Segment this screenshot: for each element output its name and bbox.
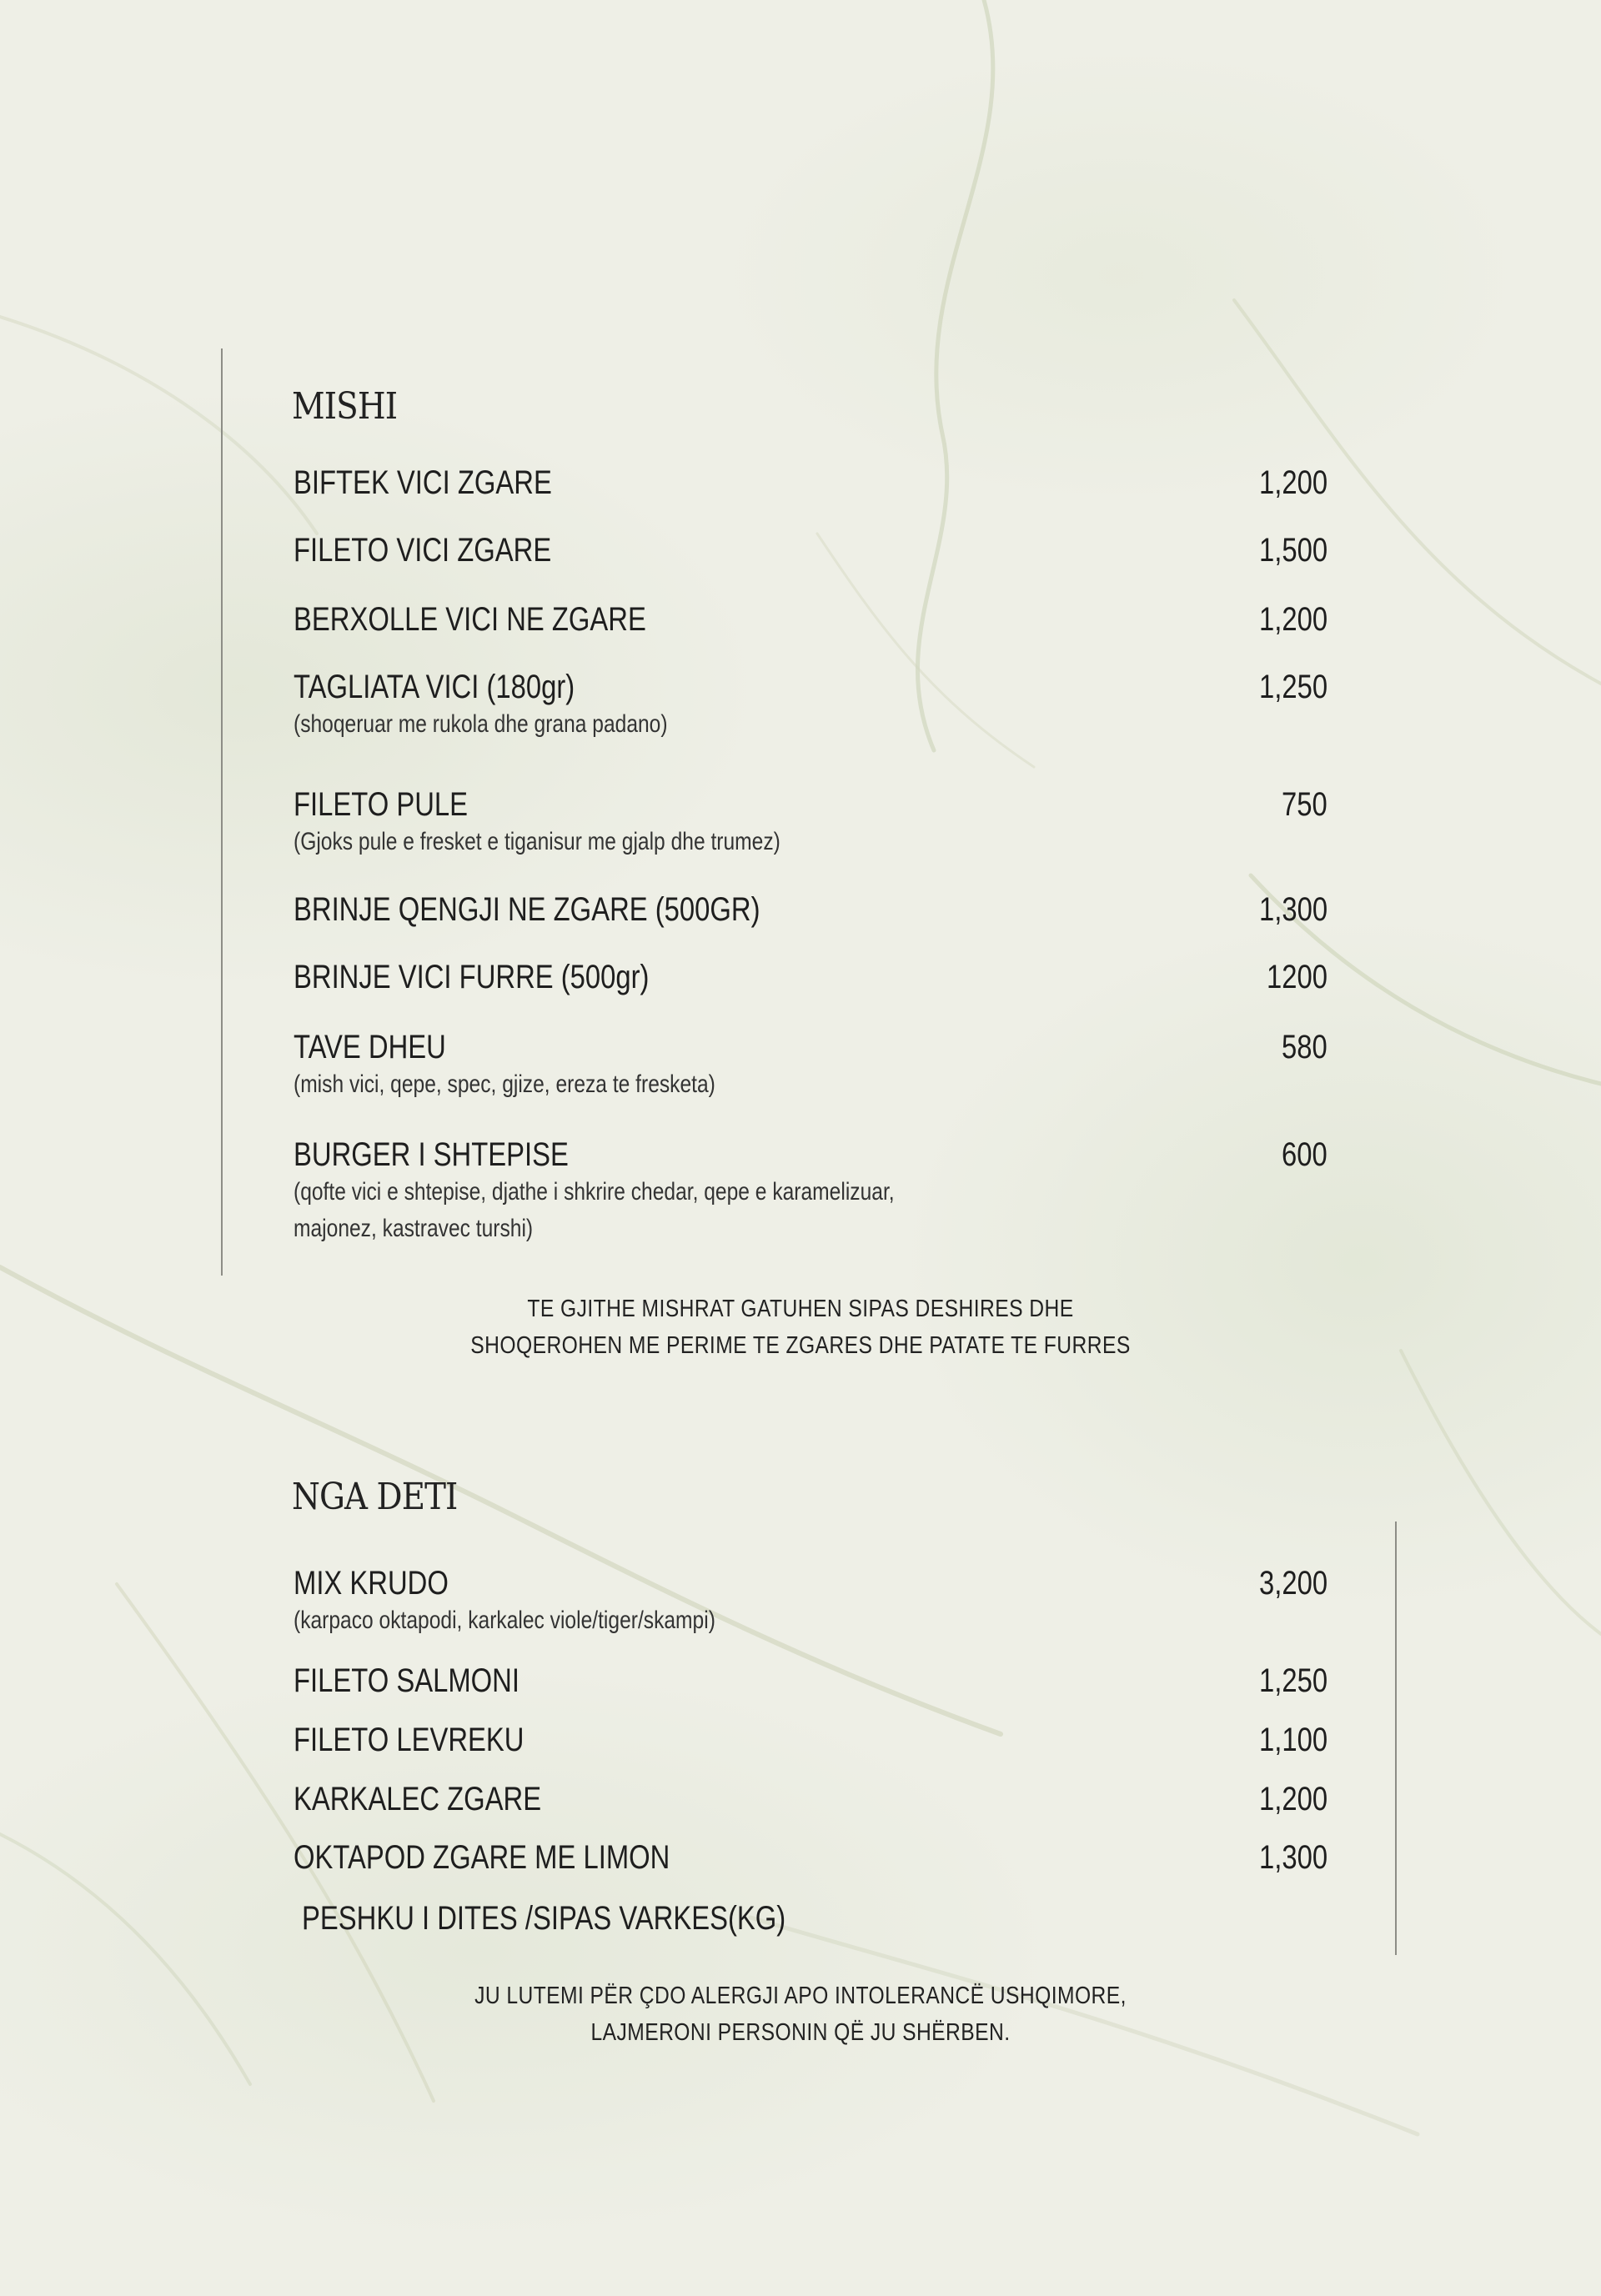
meat-note [0,1291,1601,1364]
left-rule [221,348,223,1276]
item-price: 1,300 [1258,891,1327,928]
menu-item [294,1028,1327,1103]
item-name: FILETO LEVREKU [294,1722,524,1758]
note-line: TE GJITHE MISHRAT GATUHEN SIPAS DESHIRES DHE [527,1296,1074,1322]
item-name: FILETO SALMONI [294,1662,519,1699]
menu-item [294,1564,1327,1639]
item-name: MIX KRUDO [294,1565,449,1602]
item-name: TAVE DHEU [294,1029,446,1065]
item-name: FILETO VICI ZGARE [294,532,552,569]
item-name: OKTAPOD ZGARE ME LIMON [294,1839,670,1876]
item-price: 1,200 [1258,1781,1327,1817]
item-name: TAGLIATA VICI (180gr) [294,669,575,705]
menu-item [294,600,1327,639]
menu-item [302,1899,1336,1938]
item-price: 3,200 [1258,1565,1327,1602]
allergy-note [0,1978,1601,2051]
item-name: BRINJE VICI FURRE (500gr) [294,959,650,995]
item-name: KARKALEC ZGARE [294,1781,542,1817]
menu-item [294,464,1327,502]
item-price: 1,500 [1258,532,1327,569]
item-name: FILETO PULE [294,786,469,823]
item-description: (qofte vici e shtepise, djathe i shkrire chedar, qepe e karamelizuar, majonez, kastravec turshi) [294,1178,895,1242]
item-price: 750 [1282,786,1327,823]
item-name: BERXOLLE VICI NE ZGARE [294,601,646,638]
item-description: (Gjoks pule e fresket e tiganisur me gjalp dhe trumez) [294,828,780,855]
item-price: 1200 [1267,959,1327,995]
item-name: BIFTEK VICI ZGARE [294,464,552,501]
note-line: SHOQEROHEN ME PERIME TE ZGARES DHE PATATE TE FURRES [470,1332,1131,1359]
section-title-sea: NGA DETI [292,1476,458,1518]
menu-item [294,1135,1327,1247]
menu-item [294,785,1327,860]
menu-item [294,1838,1327,1877]
item-price: 600 [1282,1136,1327,1173]
item-price: 1,250 [1258,1662,1327,1699]
menu-item [294,890,1327,929]
item-price: 1,300 [1258,1839,1327,1876]
item-price: 580 [1282,1029,1327,1065]
item-name: BURGER I SHTEPISE [294,1136,569,1173]
note-line: JU LUTEMI PËR ÇDO ALERGJI APO INTOLERANCË USHQIMORE, [474,1983,1127,2009]
item-price: 1,200 [1258,601,1327,638]
menu-item [294,1721,1327,1759]
item-price: 1,250 [1258,669,1327,705]
item-name: PESHKU I DITES /SIPAS VARKES(KG) [302,1900,786,1937]
menu-item [294,531,1327,569]
menu-item [294,1662,1327,1700]
menu-item [294,668,1327,743]
section-title-meat: MISHI [292,385,398,428]
menu-item [294,1780,1327,1818]
menu-item [294,958,1327,996]
item-price: 1,100 [1258,1722,1327,1758]
right-rule [1395,1521,1397,1955]
item-description: (shoqeruar me rukola dhe grana padano) [294,710,668,738]
item-description: (mish vici, qepe, spec, gjize, ereza te fresketa) [294,1070,715,1098]
item-description: (karpaco oktapodi, karkalec viole/tiger/skampi) [294,1607,715,1634]
item-price: 1,200 [1258,464,1327,501]
item-name: BRINJE QENGJI NE ZGARE (500GR) [294,891,760,928]
note-line: LAJMERONI PERSONIN QË JU SHËRBEN. [590,2019,1011,2046]
